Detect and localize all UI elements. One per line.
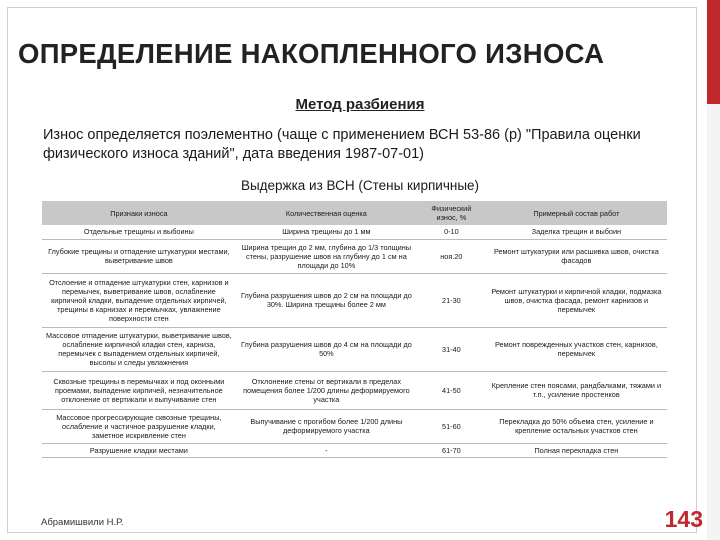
table-cell: Сквозные трещины в перемычках и под оконными проемами, выпадение кирпичей, незначительное отклонение от вертикали и выпучивание стен <box>42 371 236 409</box>
side-panel <box>707 104 720 540</box>
accent-bar <box>707 0 720 104</box>
table-row <box>42 239 667 273</box>
table-cell: 31-40 <box>417 327 486 371</box>
table-cell: - <box>236 443 417 457</box>
table-row <box>42 327 667 371</box>
table-cell: Массовое отпадение штукатурки, выветривание швов, ослабление кирпичной кладки стен, карниза, перемычек с выпадением отдельных кирпичей, высолы и следы увлажнения <box>42 327 236 371</box>
table-cell: 61-70 <box>417 443 486 457</box>
table-cell: Глубина разрушения швов до 2 см на площади до 30%. Ширина трещины более 2 мм <box>236 273 417 327</box>
table-cell: 41-50 <box>417 371 486 409</box>
table-cell: Отслоение и отпадение штукатурки стен, карнизов и перемычек, выветривание швов, ослабление кирпичной кладки, выпадение отдельных кирпичей, трещины в карнизах и перемычках, увлажнение поверхности стен <box>42 273 236 327</box>
table-cell: Заделка трещин и выбоин <box>486 225 667 239</box>
table-cell: Глубина разрушения швов до 4 см на площади до 50% <box>236 327 417 371</box>
table-caption: Выдержка из ВСН (Стены кирпичные) <box>240 178 480 193</box>
author-name: Абрамишвили Н.Р. <box>41 517 124 528</box>
intro-paragraph: Износ определяется поэлементно (чаще с применением ВСН 53-86 (р) "Правила оценки физического износа зданий", дата введения 1987-07-01) <box>43 127 641 162</box>
table-row <box>42 273 667 327</box>
table-cell: Выпучивание с прогибом более 1/200 длины деформируемого участка <box>236 409 417 443</box>
table-cell: Разрушение кладки местами <box>42 443 236 457</box>
header-signs: Признаки износа <box>42 201 236 225</box>
table-cell: Полная перекладка стен <box>486 443 667 457</box>
table-cell: Ремонт штукатурки и кирпичной кладки, подмазка швов, очистка фасада, ремонт карнизов и перемычек <box>486 273 667 327</box>
table-cell: Перекладка до 50% объема стен, усиление и крепление остальных участков стен <box>486 409 667 443</box>
wear-table <box>42 201 667 458</box>
table-cell: Ремонт штукатурки или расшивка швов, очистка фасадов <box>486 239 667 273</box>
table-cell: Ремонт поврежденных участков стен, карнизов, перемычек <box>486 327 667 371</box>
table-cell: Массовое прогрессирующие сквозные трещины, ослабление и частичное разрушение кладки, заметное искривление стен <box>42 409 236 443</box>
table-row <box>42 371 667 409</box>
header-wear-percent: Физический износ, % <box>417 201 486 225</box>
header-works: Примерный состав работ <box>486 201 667 225</box>
page-number: 143 <box>664 506 703 532</box>
table-row <box>42 225 667 239</box>
table-header-row <box>42 201 667 225</box>
table-cell: 51-60 <box>417 409 486 443</box>
method-subtitle: Метод разбиения <box>295 96 425 113</box>
header-quantitative: Количественная оценка <box>236 201 417 225</box>
table-cell: Отдельные трещины и выбоины <box>42 225 236 239</box>
table-cell: Крепление стен поясами, рандбалками, тяжами и т.п., усиление простенков <box>486 371 667 409</box>
table-cell: ноя.20 <box>417 239 486 273</box>
table-cell: Глубокие трещины и отпадение штукатурки местами, выветривание швов <box>42 239 236 273</box>
table-cell: Ширина трещины до 1 мм <box>236 225 417 239</box>
page-title: ОПРЕДЕЛЕНИЕ НАКОПЛЕННОГО ИЗНОСА <box>18 38 605 69</box>
table-cell: Ширина трещин до 2 мм, глубина до 1/3 толщины стены, разрушение швов на глубину до 1 см на площади до 10% <box>236 239 417 273</box>
table-cell: 0-10 <box>417 225 486 239</box>
table-row <box>42 409 667 443</box>
table-row <box>42 443 667 457</box>
table-cell: 21-30 <box>417 273 486 327</box>
table-cell: Отклонение стены от вертикали в пределах помещения более 1/200 длины деформируемого участка <box>236 371 417 409</box>
